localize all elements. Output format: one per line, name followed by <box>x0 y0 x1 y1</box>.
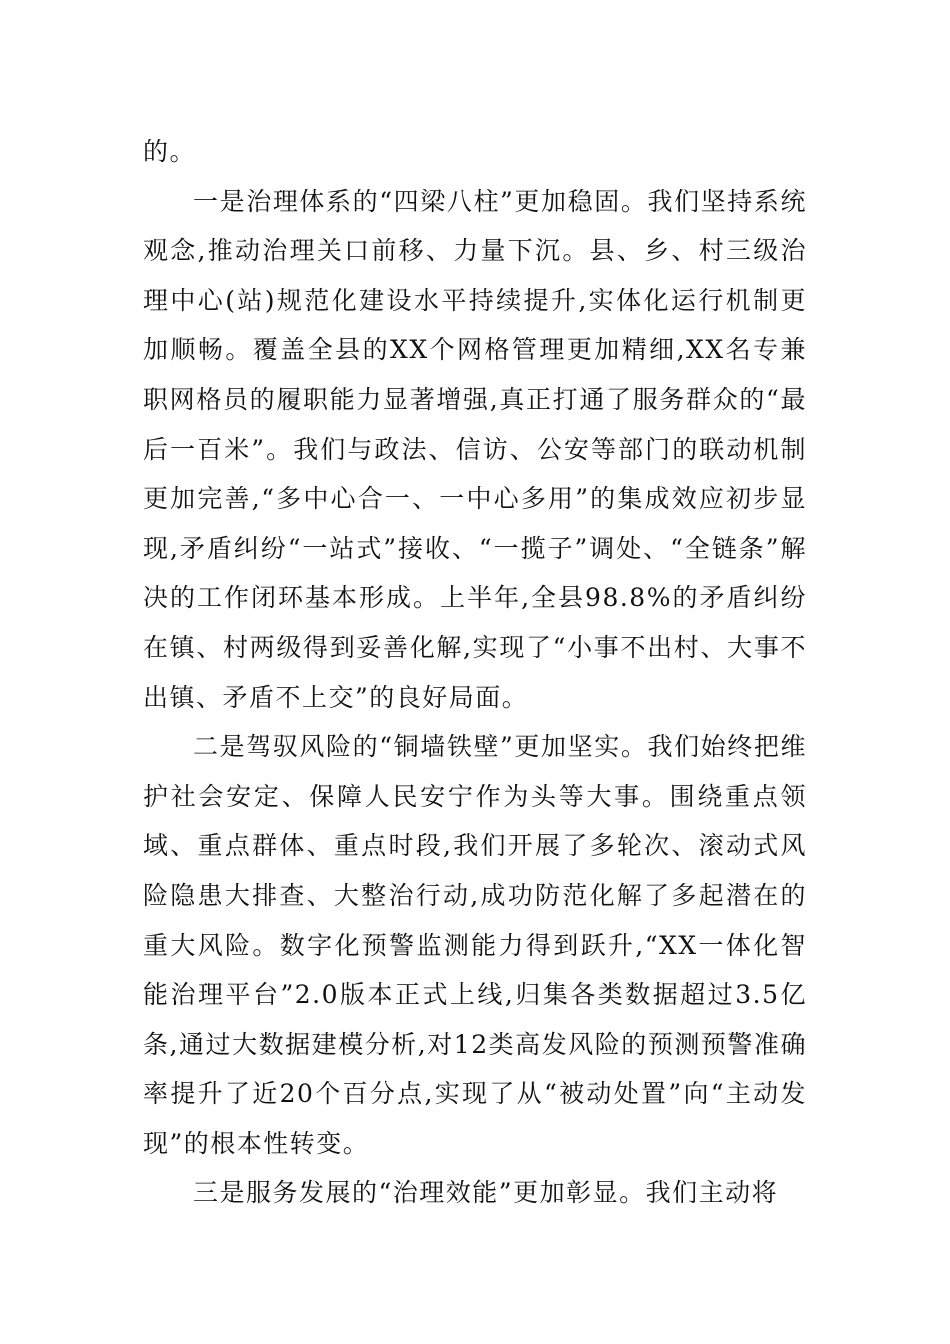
paragraph-risk-control: 二是驾驭风险的“铜墙铁壁”更加坚实。我们始终把维护社会安定、保障人民安宁作为头等大事。围绕重点领域、重点群体、重点时段,我们开展了多轮次、滚动式风险隐患大排查、大整治行动,成功防范化解了多起潜在的重大风险。数字化预警监测能力得到跃升,“XX一体化智能治理平台”2.0版本正式上线,归集各类数据超过3.5亿条,通过大数据建模分析,对12类高发风险的预测预警准确率提升了近20个百分点,实现了从“被动处置”向“主动发现”的根本性转变。 <box>143 732 807 1158</box>
document-body <box>143 127 807 1218</box>
paragraph-continuation: 的。 <box>143 137 197 166</box>
paragraph-governance-system: 一是治理体系的“四梁八柱”更加稳固。我们坚持系统观念,推动治理关口前移、力量下沉。县、乡、村三级治理中心(站)规范化建设水平持续提升,实体化运行机制更加顺畅。覆盖全县的XX个网格管理更加精细,XX名专兼职网格员的履职能力显著增强,真正打通了服务群众的“最后一百米”。我们与政法、信访、公安等部门的联动机制更加完善,“多中心合一、一中心多用”的集成效应初步显现,矛盾纠纷“一站式”接收、“一揽子”调处、“全链条”解决的工作闭环基本形成。上半年,全县98.8%的矛盾纠纷在镇、村两级得到妥善化解,实现了“小事不出村、大事不出镇、矛盾不上交”的良好局面。 <box>143 186 807 712</box>
paragraph-service-development: 三是服务发展的“治理效能”更加彰显。我们主动将 <box>193 1178 779 1208</box>
